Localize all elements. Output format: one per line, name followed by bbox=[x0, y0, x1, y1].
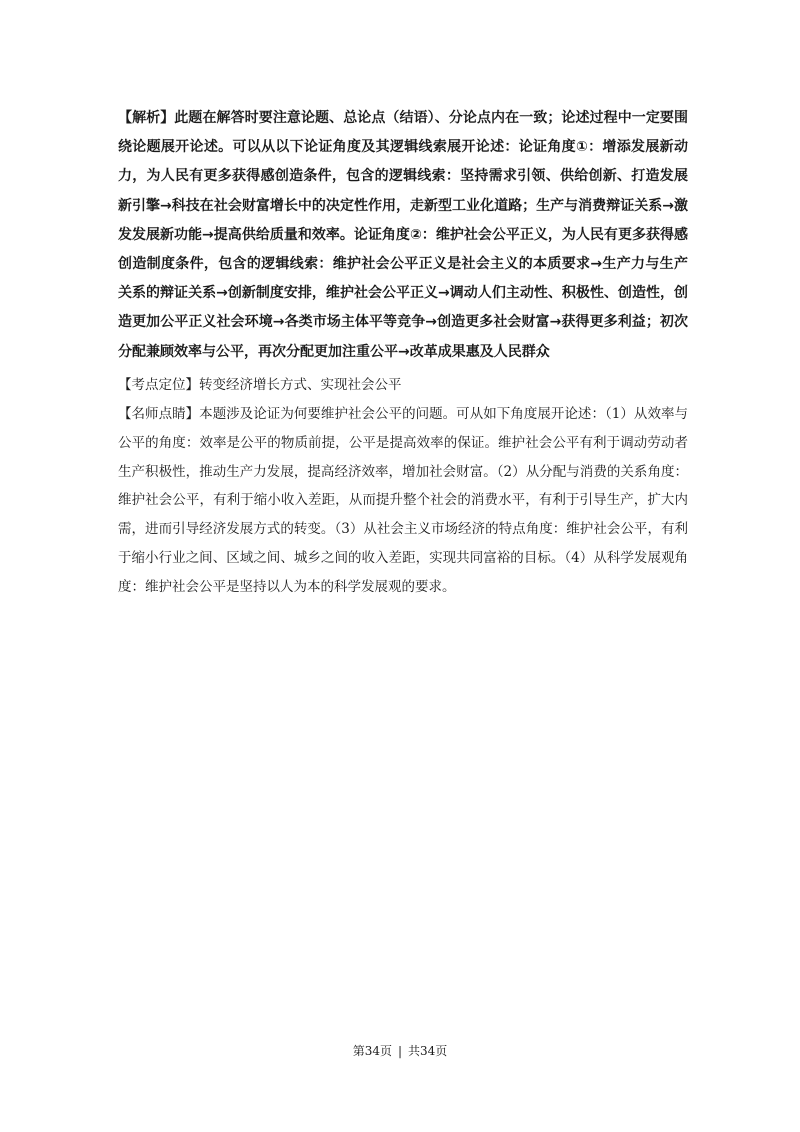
exam-point-section bbox=[118, 371, 688, 400]
analysis-section bbox=[118, 104, 688, 367]
teacher-comment-section bbox=[118, 400, 688, 602]
analysis-paragraph: 【解析】此题在解答时要注意论题、总论点（结语）、分论点内在一致；论述过程中一定要围绕论题展开论述。可以从以下论证角度及其逻辑线索展开论述：论证角度①：增添发展新动力，为人民有更多获得感创造条件，包含的逻辑线索：坚持需求引领、供给创新、打造发展新引擎→科技在社会财富增长中的决定性作用，走新型工业化道路；生产与消费辩证关系→激发发展新功能→提高供给质量和效率。论证角度②：维护社会公平正义，为人民有更多获得感创造制度条件，包含的逻辑线索：维护社会公平正义是社会主义的本质要求→生产力与生产关系的辩证关系→创新制度安排，维护社会公平正义→调动人们主动性、积极性、创造性，创造更加公平正义社会环境→各类市场主体平等竞争→创造更多社会财富→获得更多利益；初次分配兼顾效率与公平，再次分配更加注重公平→改革成果惠及人民群众 bbox=[118, 110, 688, 360]
page-footer bbox=[0, 1042, 800, 1059]
exam-point-paragraph: 【考点定位】转变经济增长方式、实现社会公平 bbox=[118, 377, 402, 393]
footer-separator: | bbox=[397, 1044, 403, 1058]
page-number: 第34页 bbox=[352, 1044, 392, 1058]
page-total: 共34页 bbox=[408, 1044, 448, 1058]
teacher-comment-paragraph: 【名师点睛】本题涉及论证为何要维护社会公平的问题。可从如下角度展开论述：（1）从效率与公平的角度：效率是公平的物质前提，公平是提高效率的保证。维护社会公平有利于调动劳动者生产积极性，推动生产力发展，提高经济效率，增加社会财富。（2）从分配与消费的关系角度：维护社会公平，有利于缩小收入差距，从而提升整个社会的消费水平，有利于引导生产，扩大内需，进而引导经济发展方式的转变。（3）从社会主义市场经济的特点角度：维护社会公平，有利于缩小行业之间、区域之间、城乡之间的收入差距，实现共同富裕的目标。（4）从科学发展观角度：维护社会公平是坚持以人为本的科学发展观的要求。 bbox=[118, 406, 688, 595]
